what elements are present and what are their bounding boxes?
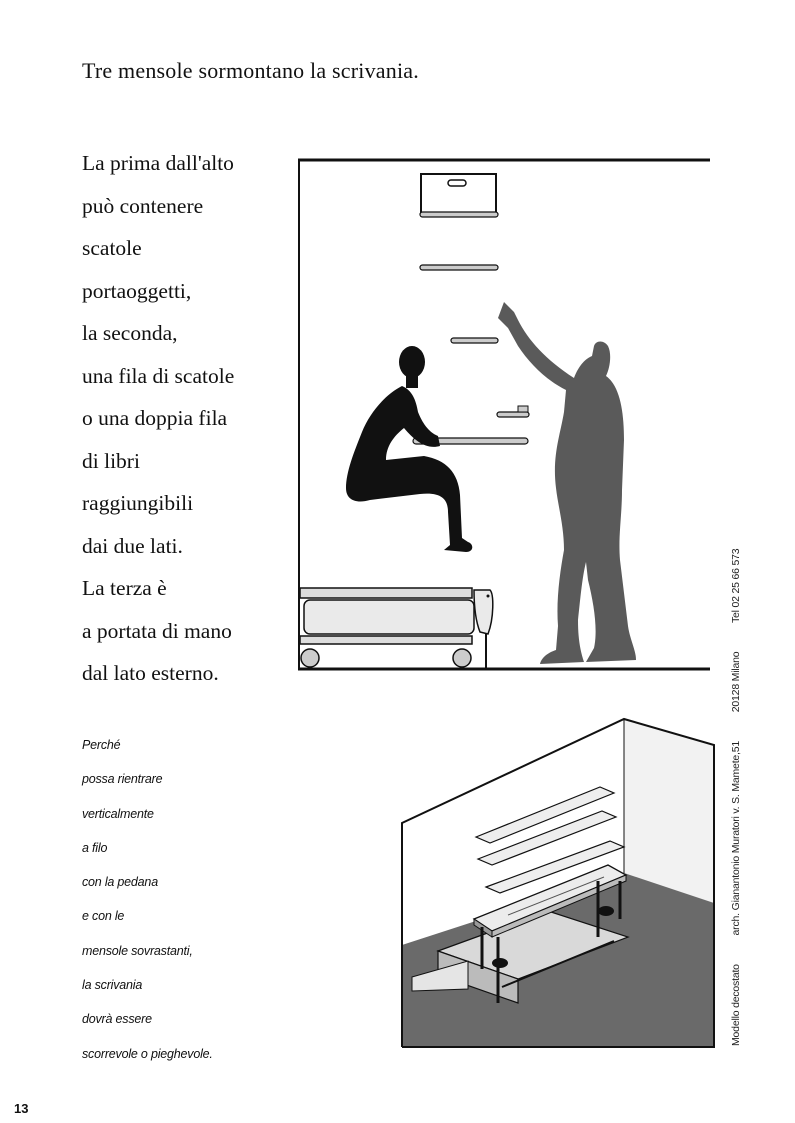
page-title: Tre mensole sormontano la scrivania. — [82, 58, 419, 83]
credit-phone: Tel 02 25 66 573 — [730, 548, 742, 624]
small-object — [497, 406, 529, 417]
main-line: a portata di mano — [82, 618, 232, 643]
italic-line: la scrivania — [82, 978, 143, 993]
main-paragraph — [82, 142, 297, 695]
main-line: dal lato esterno. — [82, 661, 219, 685]
italic-paragraph — [82, 728, 312, 1071]
standing-figure-silhouette — [498, 302, 636, 664]
main-line: di libri — [82, 448, 140, 473]
main-line: dai due lati. — [82, 533, 183, 558]
main-line: La terza è — [82, 576, 167, 600]
main-line: può contenere — [82, 193, 204, 218]
main-line: una fila di scatole — [82, 363, 235, 388]
shelf-second — [420, 265, 498, 270]
credit-architect: arch. Gianantonio Muratori v. S. Mamete,51 — [730, 740, 742, 936]
platform-bench — [300, 588, 493, 668]
main-line: la seconda, — [82, 321, 178, 345]
main-line: La prima dall'alto — [82, 151, 234, 175]
elevation-drawing — [290, 150, 715, 675]
italic-line: e con le — [82, 909, 125, 924]
side-wall — [624, 719, 714, 903]
italic-line: a filo — [82, 840, 108, 855]
italic-line: scorrevole o pieghevole. — [82, 1046, 213, 1061]
italic-line: possa rientrare — [82, 772, 163, 787]
credit-city: 20128 Milano — [730, 651, 742, 713]
main-line: portaoggetti, — [82, 278, 192, 303]
page-number: 13 — [14, 1101, 29, 1116]
main-line: o una doppia fila — [82, 406, 228, 430]
italic-line: verticalmente — [82, 806, 154, 821]
italic-line: mensole sovrastanti, — [82, 943, 193, 958]
axonometric-drawing — [398, 715, 718, 1053]
shelf-top — [420, 174, 498, 217]
italic-line: dovrà essere — [82, 1012, 152, 1027]
italic-line: Perché — [82, 738, 121, 752]
shelf-third — [451, 338, 498, 343]
seated-figure-silhouette — [346, 346, 472, 552]
credit-model: Modello decostato — [730, 964, 742, 1046]
main-line: raggiungibili — [82, 491, 194, 515]
main-line: scatole — [82, 236, 142, 260]
vertical-credit-line — [730, 523, 742, 1046]
italic-line: con la pedana — [82, 875, 158, 890]
